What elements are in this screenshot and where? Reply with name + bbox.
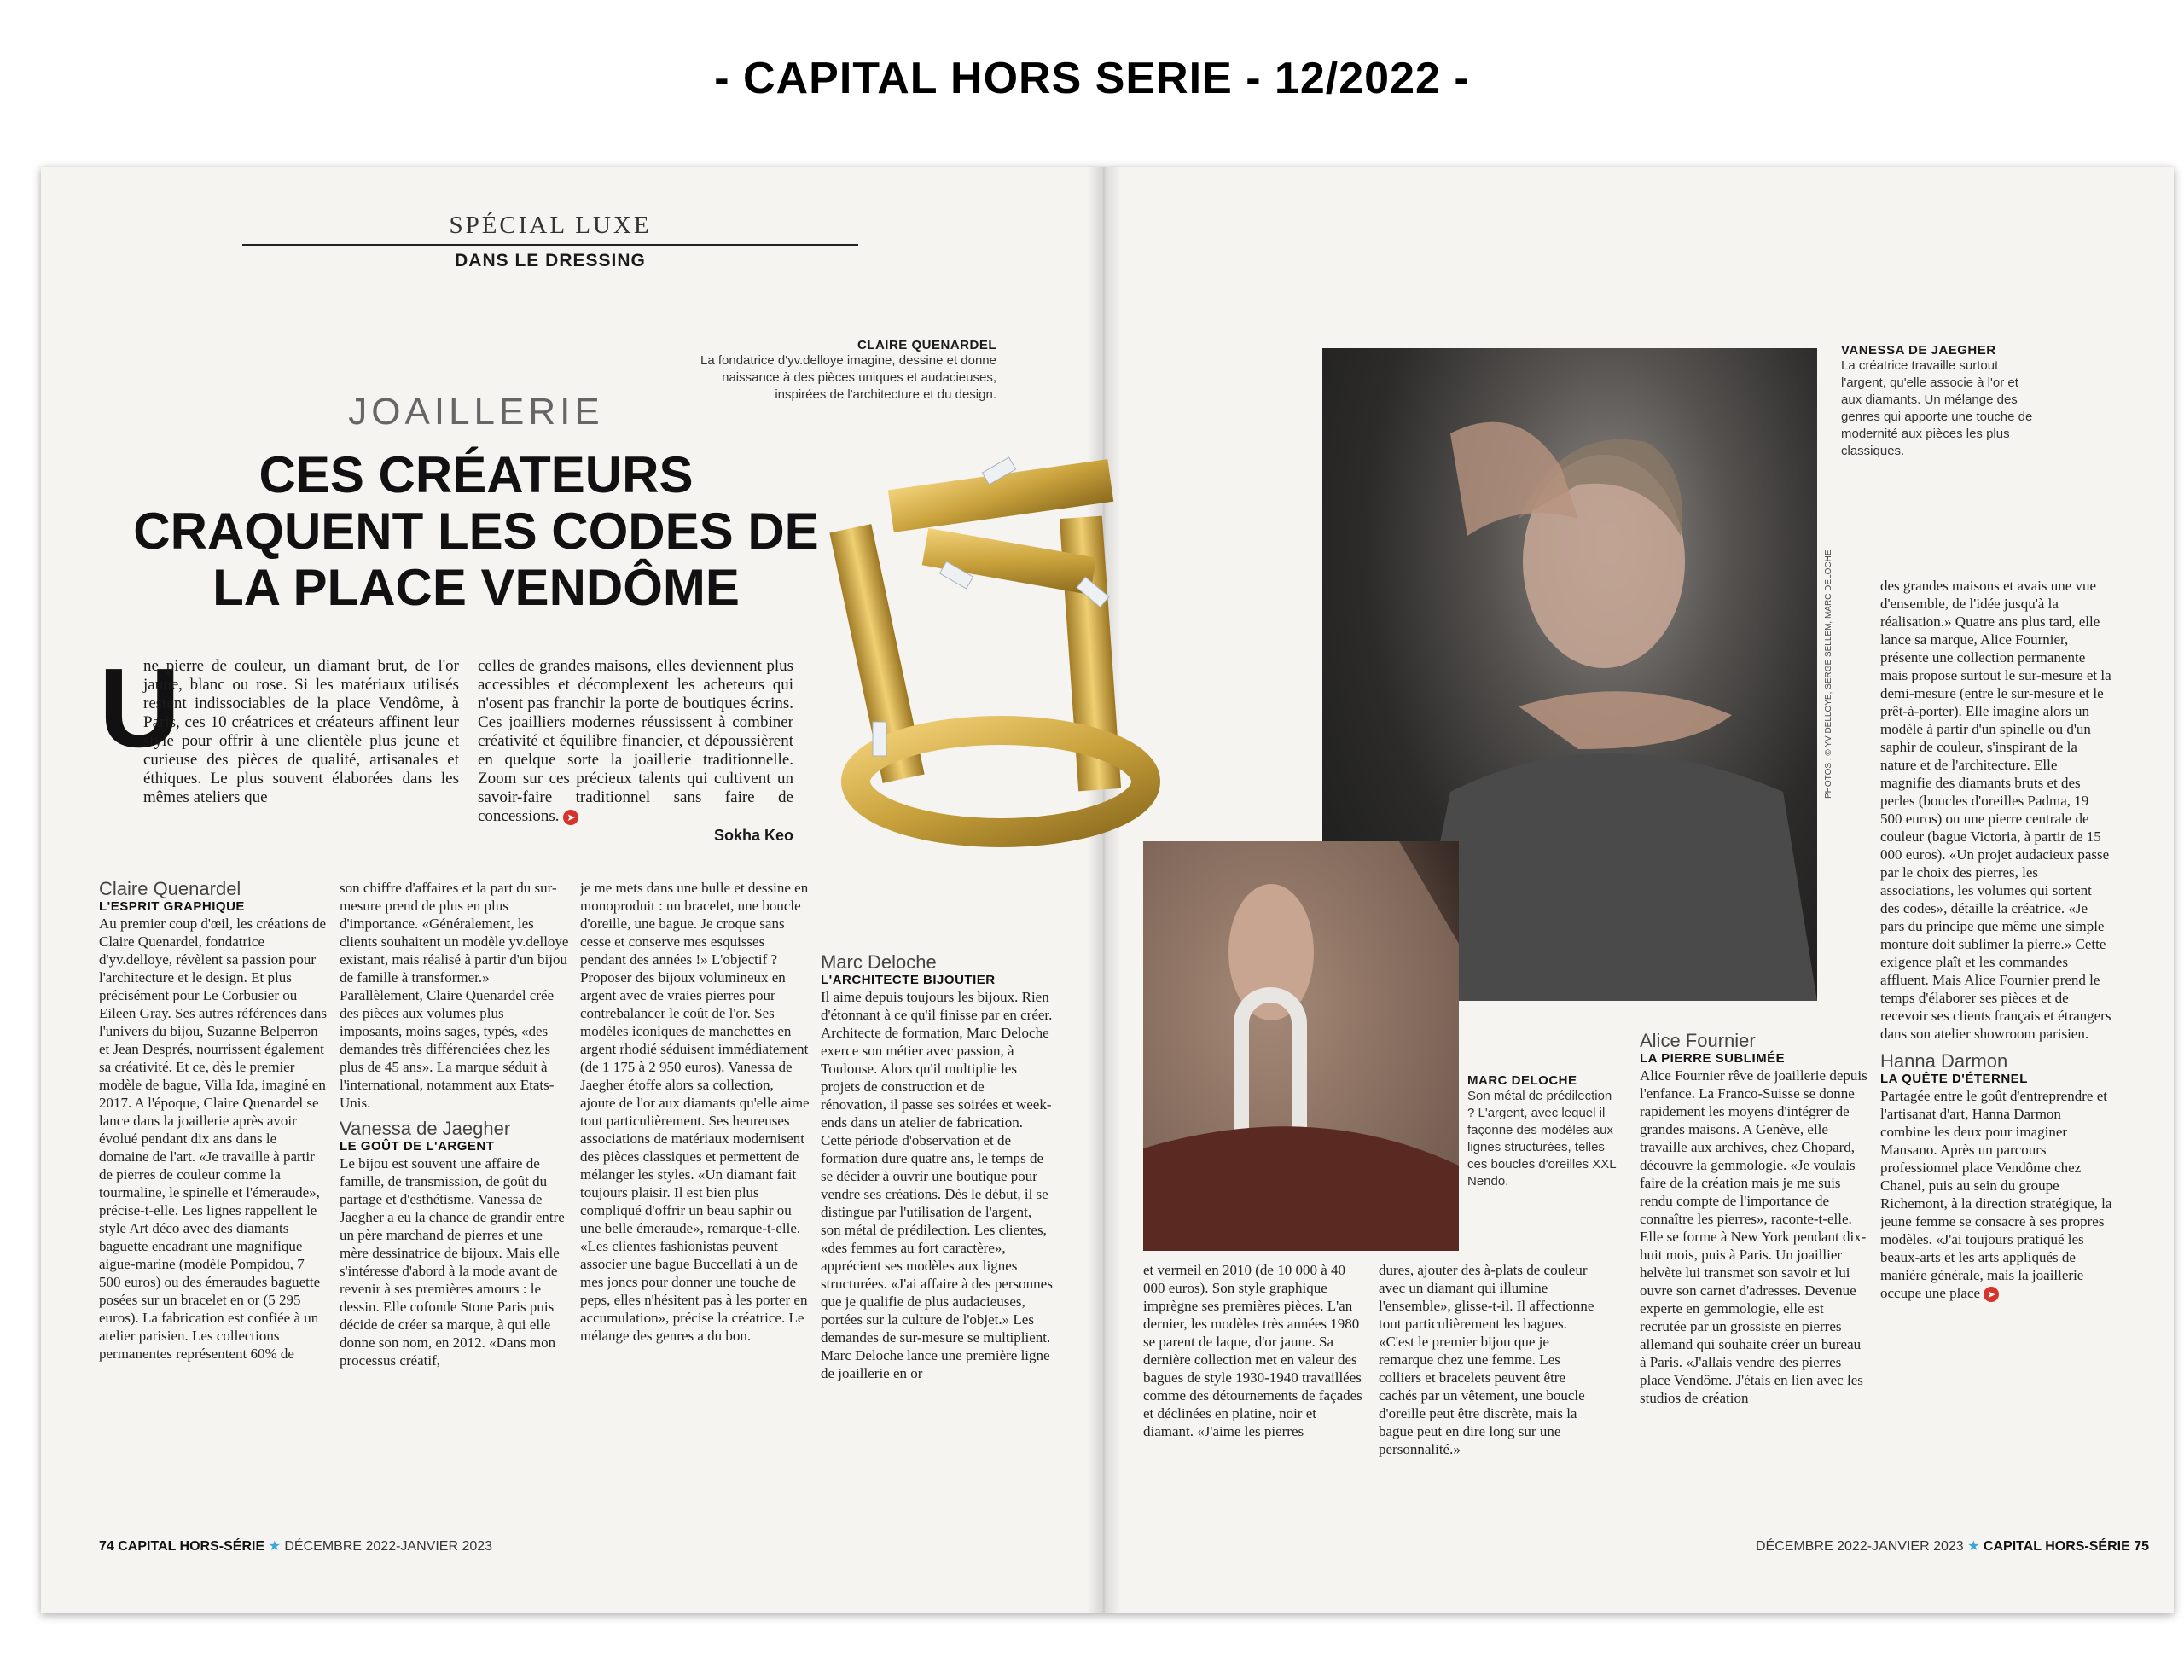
magazine-spread [41,167,2174,1613]
right-col-3 [1640,1031,1868,1526]
left-col-3-text: je me mets dans une bulle et dessine en monoproduit : un bracelet, une boucle d'oreille, une bague. Je croque sans cesse et conserve mes esquisses pendant des années !» L'objectif ? Proposer des bijoux volumineux en argent avec de vraies pierres pour contrebalancer le coût de l'or. Ses modèles iconiques de manchettes en argent rhodié séduisent immédiatement (de 1 175 à 2 950 euros). Vanessa de Jaegher étoffe alors sa collection, ajoute de l'or aux diamants qu'elle aime tout particulièrement. Ses heureuses associations de matériaux modernisent des pièces classiques et permettent de mélanger les styles. «Un diamant fait toujours plaisir. Il est bien plus compliqué d'offrir un beau saphir ou une belle émeraude», remarque-t-elle. «Les clientes fashionistas peuvent associer une bague Buccellati à un de mes joncs pour donner une touche de peps, elles n'hésitent pas à les porter en accumulation», précise la créatrice. Le mélange des genres a du bon. [580,880,810,1344]
headline [92,447,860,616]
portrait-body [1408,753,1817,1001]
right-col-2-text: dures, ajouter des à-plats de couleur avec un diamant qui illumine l'ensemble», glisse-t-il. Il affectionne tout particulièrement les bagues. «C'est le premier bijou que je remarque chez une femme. Les colliers et bracelets peuvent être cachés par un vêtement, une boucle d'oreille peut être discrète, mais la bague peut en dire long sur une personnalité.» [1379,1262,1594,1457]
right-col-3-text: Alice Fournier rêve de joaillerie depuis l'enfance. La Franco-Suisse se donne rapidement les moyens d'intégrer de grandes maisons. A Genève, elle travaille aux archives, chez Chopard, découvre la gemmologie. «Je voulais faire de la création mais je me suis rendu compte de l'importance de connaître les pierres», raconte-t-elle. Elle se forme à New York pendant dix-huit mois, puis à Paris. Un joaillier helvète lui transmet son savoir et lui ouvre son carnet d'adresses. Devenue experte en gemmologie, elle est recrutée par un grossiste en pierres allemand qui souhaite créer un bureau à Paris. «J'allais vendre des pierres place Vendôme. J'étais en lien avec les studios de création [1640,1067,1867,1406]
intro-text-2: celles de grandes maisons, elles deviennent plus accessibles et décomplexent les acheteurs qui n'osent pas franchir la porte de boutiques écrins. Ces joailliers modernes réussissent à combiner créativité et équilibre financier, et dépoussièrent en quelque sorte la joaillerie traditionnelle. Zoom sur ces précieux talents qui cultivent un savoir-faire traditionnel sans faire de concessions. [478,657,793,825]
footer-right [1756,1538,2149,1555]
subhead-vanessa-tag: LE GOÛT DE L'ARGENT [340,1139,495,1154]
marc-caption [1467,1073,1617,1190]
headline-line-2: CRAQUENT LES CODES DE [133,503,819,560]
right-col-2 [1379,1261,1600,1526]
subhead-alice-name: Alice Fournier [1640,1031,1756,1051]
intro-text-1: ne pierre de couleur, un diamant brut, de l'or jaune, blanc ou rose. Si les matériaux utilisés restent indissociables de la place Vendôme, à Paris, ces 10 créatrices et créateurs affinent leur style pour offrir à une clientèle plus jeune et curieuse des pièces de qualité, artisanales et éthiques. Le plus souvent élaborées dans les mêmes ateliers que [143,657,459,806]
intro-col-1 [143,657,459,807]
left-col-4-text: Il aime depuis toujours les bijoux. Rien d'étonnant à ce qu'il finisse par en créer. Architecte de formation, Marc Deloche exerce son métier avec passion, à Toulouse. Alors qu'il multiplie les projets de construction et de rénovation, il passe ses soirées et week-ends dans un atelier de fabrication. Cette période d'observation et de formation dure quatre ans, le temps de se décider à ouvrir une boutique pour vendre ses créations. Dès le début, il se distingue par l'utilisation de l'argent, son métal de prédilection. Les clientes, «des femmes au fort caractère», apprécient ses modèles aux lignes structurées. «J'ai affaire à des personnes que je qualifie de plus audacieuses, portées sur la culture de l'objet.» Les demandes de sur-mesure se multiplient. Marc Deloche lance une première ligne de joaillerie en or [821,989,1053,1381]
ring-caption-title: CLAIRE QUENARDEL [857,338,996,352]
magazine-title: - CAPITAL HORS SERIE - 12/2022 - [714,54,1470,103]
portrait-forearm [1519,691,1732,749]
continue-arrow-icon: ➤ [1984,1287,1999,1302]
earring-photo [1143,841,1459,1251]
kicker-rule [242,244,858,246]
subhead-marc-tag: L'ARCHITECTE BIJOUTIER [821,973,996,987]
footer-left-mag: CAPITAL HORS-SÉRIE [118,1539,265,1554]
subhead-marc-name: Marc Deloche [821,952,937,973]
left-col-1 [99,879,329,1510]
right-col-4 [1880,577,2112,1526]
headline-line-1: CES CRÉATEURS [258,446,694,503]
headline-line-3: LA PLACE VENDÔME [212,559,740,616]
kicker: SPÉCIAL LUXE [449,212,652,239]
footer-left-page: 74 [99,1539,114,1554]
footer-right-page: 75 [2134,1539,2150,1554]
subhead-hanna-tag: LA QUÊTE D'ÉTERNEL [1880,1072,2028,1086]
gold-ring-image [822,423,1180,867]
left-col-4 [821,952,1053,1515]
subhead-claire-name: Claire Quenardel [99,879,241,899]
left-col-3 [580,879,810,1510]
left-col-2-text-b: Le bijou est souvent une affaire de famille, de transmission, de goût du partage et d'esthétisme. Vanessa de Jaegher a eu la chance de grandir entre un père marchand de pierres et une mère dessinatrice de bijoux. Mais elle s'intéresse d'abord à la mode avant de revenir à ses premières amours : le dessin. Elle cofonde Stone Paris puis décide de créer sa marque, à qui elle donne son nom, en 2012. «Dans mon processus créatif, [340,1155,565,1369]
byline: Sokha Keo [713,827,793,844]
footer-right-mag: CAPITAL HORS-SÉRIE [1983,1539,2130,1554]
photo-credit: PHOTOS : © YV DELLOYE, SERGE SELLEM, MARC DELOCHE [1824,549,1833,799]
section-label: JOAILLERIE [348,391,604,433]
vanessa-caption-title: VANESSA DE JAEGHER [1841,343,1996,358]
subhead-hanna-name: Hanna Darmon [1880,1050,2008,1072]
continue-arrow-icon: ➤ [563,810,578,825]
star-icon: ★ [268,1539,281,1554]
ring-caption-text: La fondatrice d'yv.delloye imagine, dessine et donne naissance à des pièces uniques et audacieuses, inspirées de l'architecture et du design. [700,353,996,402]
footer-left-date: DÉCEMBRE 2022-JANVIER 2023 [284,1539,493,1554]
marc-caption-title: MARC DELOCHE [1467,1073,1577,1088]
vanessa-caption-text: La créatrice travaille surtout l'argent, qu'elle associe à l'or et aux diamants. Un mélange des genres qui apporte une touche de modernité aux pièces les plus classiques. [1841,358,2033,458]
marc-caption-text: Son métal de prédilection ? L'argent, avec lequel il façonne des modèles aux lignes structurées, telles ces boucles d'oreilles XXL Nendo. [1467,1089,1617,1189]
footer-right-date: DÉCEMBRE 2022-JANVIER 2023 [1756,1539,1964,1554]
subhead-vanessa-name: Vanessa de Jaegher [340,1118,511,1139]
right-col-1 [1143,1261,1365,1526]
ring-caption [689,338,996,404]
star-icon: ★ [1967,1539,1980,1554]
dropcap: U [99,645,181,770]
right-col-4-text-a: des grandes maisons et avais une vue d'ensemble, de l'idée jusqu'à la réalisation.» Quatre ans plus tard, elle lance sa marque, Alice Fournier, présente une collection permanente mais propose surtout le sur-mesure et la demi-mesure (entre le sur-mesure et le prêt-à-porter). Elle imagine alors un modèle à partir d'un spinelle ou d'un saphir de couleur, s'inspirant de la nature et de l'architecture. Elle magnifie des diamants bruts et des perles (boucles d'oreilles Padma, 19 500 euros) ou une pierre centrale de couleur (bague Victoria, à partir de 15 000 euros). «Un projet audacieux passe par le choix des pierres, les associations, les volumes qui sortent des codes», détaille la créatrice. «Je pars du principe que même une simple monture doit sublimer la pierre.» Cette exigence plaît et les commandes affluent. Mais Alice Fournier prend le temps d'élaborer ses pièces et de recevoir ses clients français et étrangers dans son atelier showroom parisien. [1880,578,2111,1042]
subhead-alice-tag: LA PIERRE SUBLIMÉE [1640,1051,1786,1066]
subhead-claire-tag: L'ESPRIT GRAPHIQUE [99,899,245,914]
diamond-baguette-3 [873,722,886,756]
left-col-2-text-a: son chiffre d'affaires et la part du sur-mesure prend de plus en plus d'importance. «Généralement, les clients souhaitent un modèle yv.delloye existant, mais réalisé à partir d'un bijou de famille à transformer.» Parallèlement, Claire Quenardel crée des pièces aux volumes plus imposants, moins sages, typés, «des demandes très différenciées chez les plus de 45 ans». La marque séduit à l'international, notamment aux Etats-Unis. [340,880,569,1111]
footer-left [99,1538,492,1555]
intro-col-2 [478,657,793,845]
earring-illustration [1143,841,1459,1251]
right-col-1-text: et vermeil en 2010 (de 10 000 à 40 000 euros). Son style graphique imprègne ses premières pièces. L'an dernier, les modèles très années 1980 se parent de laque, d'or jaune. Sa dernière collection met en valeur des bagues de style 1930-1940 travaillées comme des détournements de façades et déclinées en platine, noir et diamant. «J'aime les pierres [1143,1262,1362,1439]
vanessa-caption [1841,343,2037,460]
left-col-2 [340,879,570,1510]
kicker-sub: DANS LE DRESSING [455,251,646,270]
right-col-4-text-b [1880,1087,2112,1302]
right-col-4-text-b-body: Partagée entre le goût d'entreprendre et l'artisanat d'art, Hanna Darmon combine les deux pour imaginer Mansano. Après un parcours professionnel place Vendôme chez Chanel, puis au sein du groupe Richemont, à la direction stratégique, la jeune femme se consacre à ses propres modèles. «J'ai toujours pratiqué les beaux-arts et les arts appliqués de manière générale, mais la joaillerie occupe une place [1880,1088,2112,1301]
spread-gutter [1087,167,1121,1613]
left-col-1-text: Au premier coup d'œil, les créations de Claire Quenardel, fondatrice d'yv.delloye, révèlent sa passion pour l'architecture et le design. Et plus précisément pour Le Corbusier ou Eileen Gray. Ses autres références dans l'univers du bijou, Suzanne Belperron et Jean Després, nourrissent également sa créativité. Et ce, dès le premier modèle de bague, Villa Ida, imaginé en 2017. A l'époque, Claire Quenardel se lance dans la joaillerie après avoir évolué pendant dix ans dans le domaine de l'art. «Je travaille à partir de pierres de couleur comme la tourmaline, le spinelle et l'émeraude», précise-t-elle. Les lignes rappellent le style Art déco avec des diamants baguette encadrant une magnifique aigue-marine (modèle Pompidou, 7 500 euros) ou des émeraudes baguette posées sur un bracelet en or (5 295 euros). La fabrication est confiée à un atelier parisien. Les collections permanentes représentent 60% de [99,916,327,1362]
